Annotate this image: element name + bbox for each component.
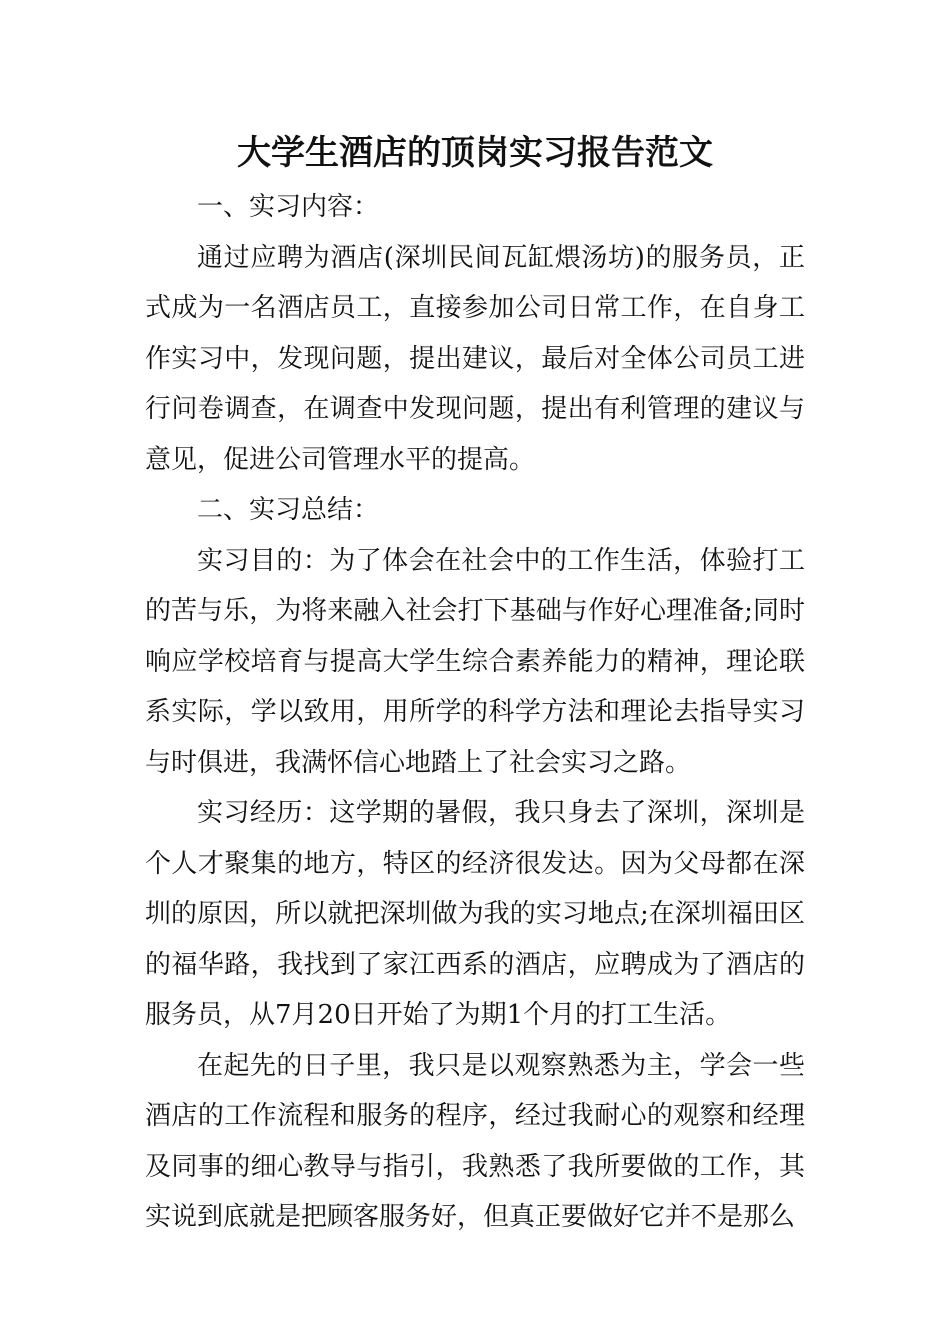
paragraph-early-days: 在起先的日子里，我只是以观察熟悉为主，学会一些酒店的工作流程和服务的程序，经过我耐心的观察和经理及同事的细心教导与指引，我熟悉了我所要做的工作，其实说到底就是把顾客服务好，但真正要做好它并不是那么 [145, 1050, 805, 1232]
paragraph-internship-experience: 实习经历：这学期的暑假，我只身去了深圳，深圳是个人才聚集的地方，特区的经济很发达。因为父母都在深圳的原因，所以就把深圳做为我的实习地点;在深圳福田区的福华路，我找到了家江西系的酒店，应聘成为了酒店的服务员，从7月20日开始了为期1个月的打工生活。 [145, 798, 805, 1030]
document-page [145, 124, 805, 1243]
document-title: 大学生酒店的顶岗实习报告范文 [237, 133, 713, 173]
section-heading-content: 一、实习内容： [197, 192, 380, 222]
paragraph-internship-purpose: 实习目的：为了体会在社会中的工作生活，体验打工的苦与乐，为将来融入社会打下基础与作好心理准备;同时响应学校培育与提高大学生综合素养能力的精神，理论联系实际，学以致用，用所学的科学方法和理论去指导实习与时俱进，我满怀信心地踏上了社会实习之路。 [145, 545, 805, 778]
paragraph-internship-content: 通过应聘为酒店(深圳民间瓦缸煨汤坊)的服务员，正式成为一名酒店员工，直接参加公司日常工作，在自身工作实习中，发现问题，提出建议，最后对全体公司员工进行问卷调查，在调查中发现问题，提出有利管理的建议与意见，促进公司管理水平的提高。 [145, 242, 805, 475]
section-heading-summary: 二、实习总结： [197, 495, 380, 525]
